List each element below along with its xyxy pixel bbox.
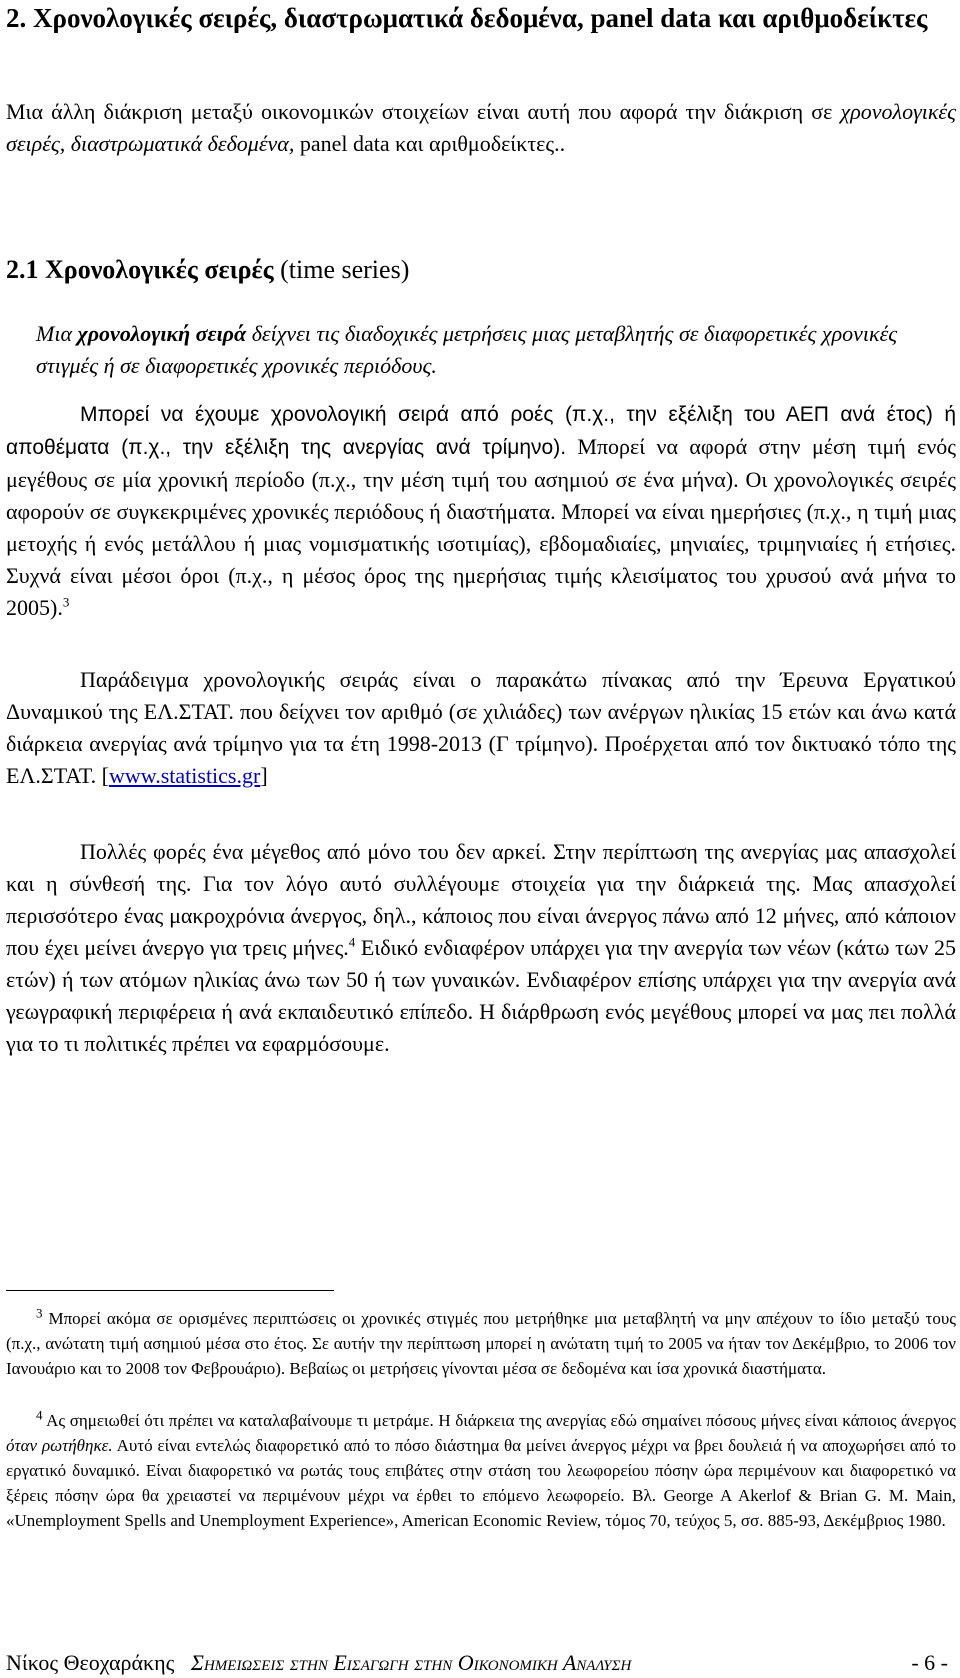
- subsection-title-suffix: (time series): [273, 255, 410, 284]
- footnote-4: [6, 1408, 956, 1533]
- link-bracket-close: ]: [260, 763, 268, 788]
- paragraph-3-text: Πολλές φορές ένα μέγεθος από μόνο του δεν αρκεί. Στην περίπτωση της ανεργίας μας απασχολεί και η σύνθεσή της. Για τον λόγο αυτό συλλέγουμε στοιχεία για την διάρκειά της. Μας απασχολεί περισσότερο ένας μακροχρόνια άνεργος, δηλ., κάποιος που είναι άνεργος πάνω από 12 μήνες, από κάποιον που έχει μείνει άνεργο για τρεις μήνες.: [6, 839, 956, 960]
- paragraph-3: [6, 836, 956, 1060]
- intro-text-end: panel data και αριθμοδείκτες..: [294, 131, 566, 156]
- footnote-4-text-end: Αυτό είναι εντελώς διαφορετικό από το πόσο διάστημα θα μείνει άνεργος μέχρι να βρει δουλειά ή να αποχωρήσει από το εργατικό δυναμικό. Είναι διαφορετικό να ρωτάς τους επιβάτες στην στάση του λεωφορείου πόσην ώρα περιμένουν και διαφορετικό να ξέρεις πόσην ώρα θα χρειαστεί να περιμένουν μέχρι να έρθει το επόμενο λεωφορείο. Βλ. George A Akerlof & Brian G. M. Main, «Unemployment Spells and Unemployment Experience», American Economic Review, τόμος 70, τεύχος 5, σσ. 885-93, Δεκέμβριος 1980.: [6, 1436, 956, 1530]
- footnote-4-text: Ας σημειωθεί ότι πρέπει να καταλαβαίνουμε τι μετράμε. Η διάρκεια της ανεργίας εδώ σημαίνει πόσους μήνες είναι κάποιος άνεργος: [42, 1411, 956, 1430]
- footnote-divider: [6, 1290, 334, 1291]
- statistics-link[interactable]: www.statistics.gr: [108, 763, 261, 788]
- footnote-4-number: 4: [36, 1407, 43, 1423]
- intro-italic: χρονολογικές σειρές, διαστρωματικά δεδομένα,: [6, 99, 956, 156]
- footnote-ref-4[interactable]: 4: [348, 934, 356, 950]
- page-footer: [6, 1649, 956, 1677]
- definition-text: Μια: [36, 321, 78, 346]
- definition-text-end: δείχνει τις διαδοχικές μετρήσεις μιας μεταβλητής σε διαφορετικές χρονικές στιγμές ή σε διαφορετικές χρονικές περιόδους.: [36, 321, 898, 378]
- footer-page-number: - 6 -: [911, 1650, 948, 1675]
- paragraph-2: [6, 664, 956, 792]
- footnote-3-text: Μπορεί ακόμα σε ορισμένες περιπτώσεις οι χρονικές στιγμές που μετρήθηκε μια μεταβλητή να μην απέχουν το ίδιο μεταξύ τους (π.χ., ανώτατη τιμή ασημιού μέσα στο έτος. Σε αυτήν την περίπτωση μπορεί η ανώτατη τιμή το 2005 να ήταν τον Δεκέμβριο, το 2006 τον Ιανουάριο και το 2008 τον Φεβρουάριο). Βεβαίως οι μετρήσεις γίνονται μέσα σε δεδομένα και ίσα χρονικά διαστήματα.: [6, 1309, 956, 1378]
- footnote-3: [6, 1306, 956, 1381]
- footnote-ref-3[interactable]: 3: [62, 594, 70, 610]
- footer-book-title: Σημειωσεισ στην Εισαγωγη στην Οικονομικη Αναλυση: [190, 1650, 632, 1675]
- paragraph-2-text: Παράδειγμα χρονολογικής σειράς είναι ο παρακάτω πίνακας από την Έρευνα Εργατικού Δυναμικού της ΕΛ.ΣΤΑΤ. που δείχνει τον αριθμό (σε χιλιάδες) των ανέργων ηλικίας 15 ετών και άνω κατά διάρκεια ανεργίας ανά τρίμηνο για τα έτη 1998-2013 (Γ τρίμηνο). Προέρχεται από τον δικτυακό τόπο της ΕΛ.ΣΤΑΤ.: [6, 667, 956, 788]
- footnote-3-number: 3: [36, 1305, 43, 1321]
- section-title: 2. Χρονολογικές σειρές, διαστρωματικά δεδομένα, panel data και αριθμοδείκτες: [6, 3, 928, 33]
- paragraph-1-sans: Μπορεί να έχουμε χρονολογική σειρά από ροές (π.χ., την εξέλιξη του ΑΕΠ ανά έτος) ή αποθέματα (π.χ., την εξέλιξη της ανεργίας ανά τρίμηνο).: [6, 403, 956, 459]
- paragraph-1: [6, 398, 956, 624]
- paragraph-3-text-end: Ειδικό ενδιαφέρον υπάρχει για την ανεργία των νέων (κάτω των 25 ετών) ή των ατόμων ηλικίας άνω των 50 ή των γυναικών. Ενδιαφέρον επίσης υπάρχει για την ανεργία ανά γεωγραφική περιφέρεια ή ανά εκπαιδευτικό επίπεδο. Η διάρθρωση ενός μεγέθους μπορεί να μας πει πολλά για το τι πολιτικές πρέπει να εφαρμόσουμε.: [6, 935, 956, 1056]
- paragraph-1-serif: Μπορεί να αφορά στην μέση τιμή ενός μεγέθους σε μία χρονική περίοδο (π.χ., την μέση τιμή του ασημιού σε ένα μήνα). Οι χρονολογικές σειρές αφορούν σε συγκεκριμένες χρονικές περιόδους ή διαστήματα. Μπορεί να είναι ημερήσιες (π.χ., η τιμή μιας μετοχής ή ενός μετάλλου ή μιας νομισματικής ισοτιμίας), εβδομαδιαίες, μηνιαίες, τριμηνιαίες ή ετήσιες. Συχνά είναι μέσοι όροι (π.χ., η μέσος όρος της ημερήσιας τιμής κλεισίματος του χρυσού ανά μήνα το 2005).: [6, 434, 956, 620]
- intro-text: Μια άλλη διάκριση μεταξύ οικονομικών στοιχείων είναι αυτή που αφορά την διάκριση σε: [6, 99, 841, 124]
- definition-term: χρονολογική σειρά: [77, 321, 247, 346]
- footer-author: Νίκος Θεοχαράκης: [6, 1650, 175, 1675]
- subsection-title: 2.1 Χρονολογικές σειρές: [6, 255, 274, 284]
- definition: [36, 318, 936, 382]
- subsection-heading: [6, 254, 956, 286]
- link-bracket-open: [: [101, 763, 109, 788]
- footnote-4-italic: όταν ρωτήθηκε.: [6, 1436, 113, 1455]
- intro-paragraph: [6, 96, 956, 160]
